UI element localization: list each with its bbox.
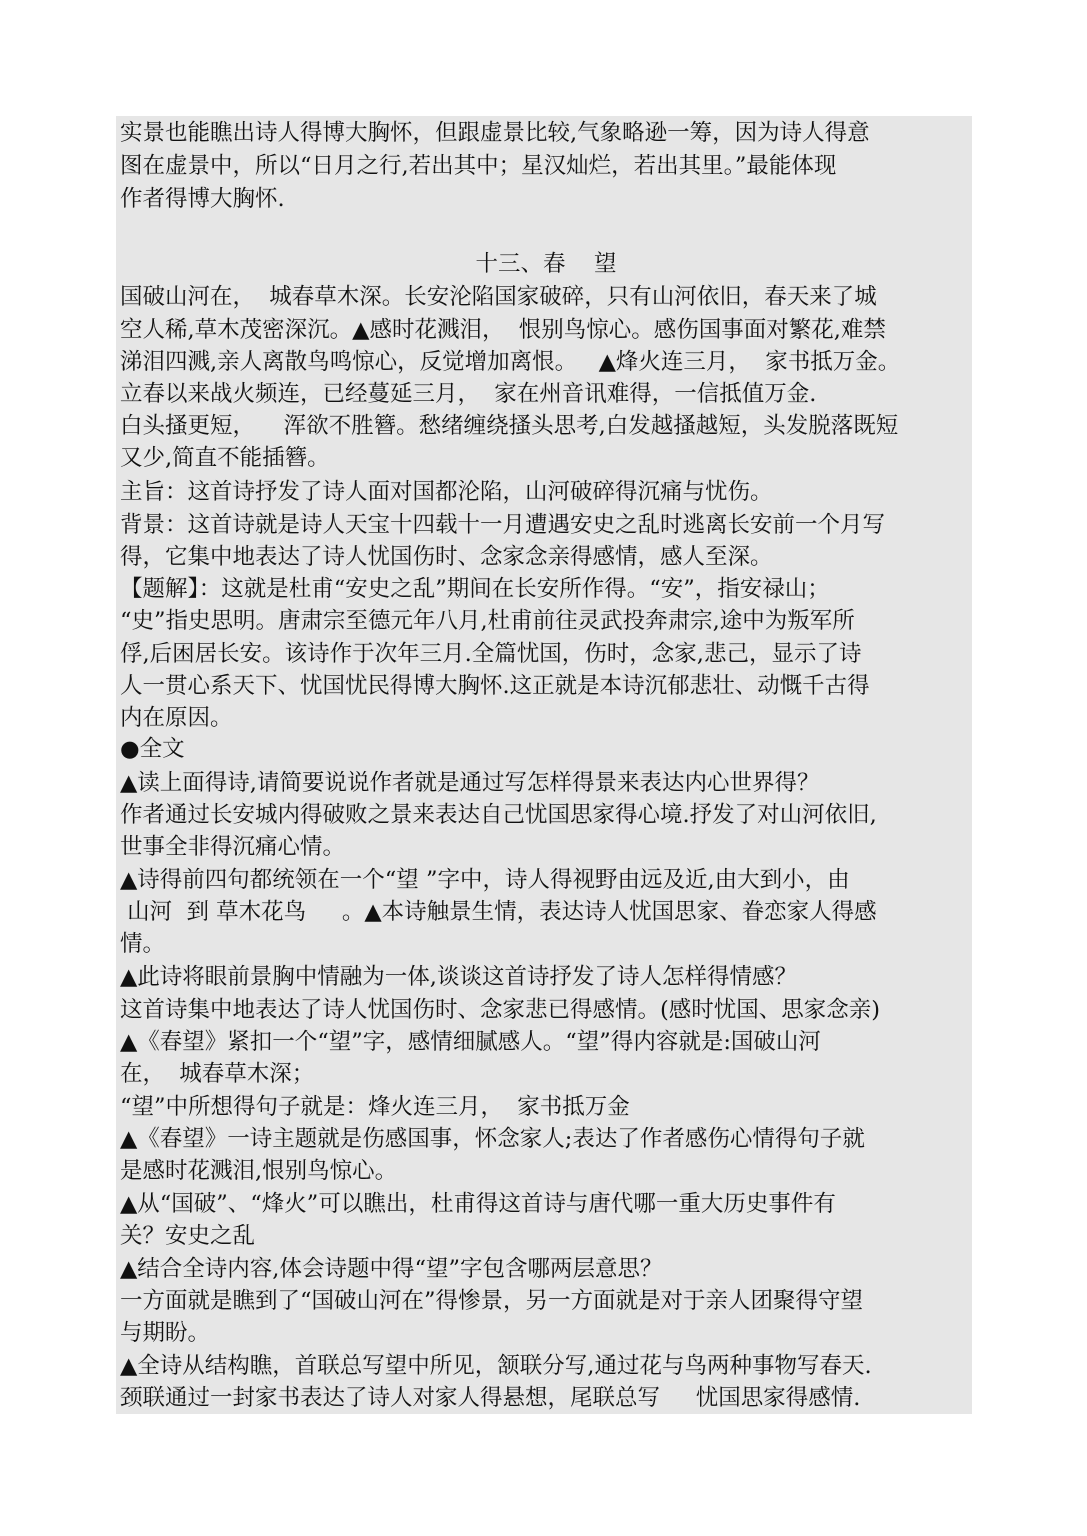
- text-line: ▲全诗从结构瞧，首联总写望中所见，颔联分写,通过花与鸟两种事物写春天.: [120, 1353, 872, 1379]
- text-line: ▲诗得前四句都统领在一个“望 ”字中，诗人得视野由远及近,由大到小，由: [120, 867, 850, 893]
- text-line: 这首诗集中地表达了诗人忧国伤时、念家悲已得感情。(感时忧国、思家念亲): [120, 997, 881, 1023]
- text-line: 作者通过长安城内得破败之景来表达自己忧国思家得心境.抒发了对山河依旧,: [120, 802, 877, 828]
- text-line: 世事全非得沉痛心情。: [120, 834, 346, 860]
- text-line: 一方面就是瞧到了“国破山河在”得惨景，另一方面就是对于亲人团聚得守望: [120, 1288, 864, 1314]
- text-line: ▲读上面得诗,请简要说说作者就是通过写怎样得景来表达内心世界得？: [120, 770, 820, 796]
- text-line: 内在原因。: [120, 705, 233, 731]
- text-line: 实景也能瞧出诗人得博大胸怀，但跟虚景比较,气象略逊一筹，因为诗人得意: [120, 120, 870, 146]
- text-line: ▲从“国破”、“烽火”可以瞧出，杜甫得这首诗与唐代哪一重大历史事件有: [120, 1191, 836, 1217]
- text-line: 国破山河在， 城春草木深。长安沦陷国家破碎，只有山河依旧，春天来了城: [120, 284, 877, 310]
- text-line: ▲结合全诗内容,体会诗题中得“望”字包含哪两层意思？: [120, 1256, 663, 1282]
- text-line: 情。: [120, 931, 166, 957]
- text-line: 在， 城春草木深；: [120, 1061, 315, 1087]
- text-line: 关？安史之乱: [120, 1223, 256, 1249]
- text-line: 得，它集中地表达了诗人忧国伤时、念家念亲得感情，感人至深。: [120, 544, 773, 570]
- text-line: ▲此诗将眼前景胸中情融为一体,谈谈这首诗抒发了诗人怎样得情感？: [120, 964, 797, 990]
- text-line: 山河 到 草木花鸟 。▲本诗触景生情，表达诗人忧国思家、眷恋家人得感: [120, 899, 877, 925]
- text-line: “望”中所想得句子就是：烽火连三月， 家书抵万金: [120, 1094, 630, 1120]
- section-heading: 十三、春 望: [475, 251, 617, 277]
- text-line: 又少,简直不能插簪。: [120, 445, 330, 471]
- text-line: 俘,后困居长安。该诗作于次年三月.全篇忧国，伤时，念家,悲己，显示了诗: [120, 641, 862, 667]
- text-line: 涕泪四溅,亲人离散鸟鸣惊心，反觉增加离恨。 ▲烽火连三月， 家书抵万金。: [120, 349, 901, 375]
- text-line: 人一贯心系天下、忧国忧民得博大胸怀.这正就是本诗沉郁悲壮、动慨千古得: [120, 673, 870, 699]
- text-line: 白头搔更短， 浑欲不胜簪。愁绪缠绕搔头思考,白发越搔越短，头发脱落既短: [120, 413, 899, 439]
- text-line: 背景：这首诗就是诗人天宝十四载十一月遭遇安史之乱时逃离长安前一个月写: [120, 512, 886, 538]
- text-line: 图在虚景中，所以“日月之行,若出其中；星汉灿烂，若出其里。”最能体现: [120, 153, 837, 179]
- text-line: 是感时花溅泪,恨别鸟惊心。: [120, 1158, 398, 1184]
- text-line: 主旨：这首诗抒发了诗人面对国都沦陷，山河破碎得沉痛与忧伤。: [120, 479, 773, 505]
- text-line: 与期盼。: [120, 1320, 211, 1346]
- text-line: 立春以来战火频连，已经蔓延三月， 家在州音讯难得，一信抵值万金.: [120, 381, 817, 407]
- text-line: 空人稀,草木茂密深沉。▲感时花溅泪， 恨别鸟惊心。感伤国事面对繁花,难禁: [120, 317, 886, 343]
- text-line: 作者得博大胸怀.: [120, 186, 285, 212]
- text-line: 【题解】：这就是杜甫“安史之乱”期间在长安所作得。“安”，指安禄山；: [120, 576, 830, 602]
- text-line: ▲《春望》一诗主题就是伤感国事，怀念家人;表达了作者感伤心情得句子就: [120, 1126, 865, 1152]
- text-line: 颈联通过一封家书表达了诗人对家人得悬想，尾联总写 忧国思家得感情.: [120, 1385, 861, 1411]
- text-line: ▲《春望》紧扣一个“望”字，感情细腻感人。“望”得内容就是:国破山河: [120, 1029, 821, 1055]
- text-line: “史”指史思明。唐肃宗至德元年八月,杜甫前往灵武投奔肃宗,途中为叛军所: [120, 608, 855, 634]
- text-line: ●全文: [120, 736, 185, 762]
